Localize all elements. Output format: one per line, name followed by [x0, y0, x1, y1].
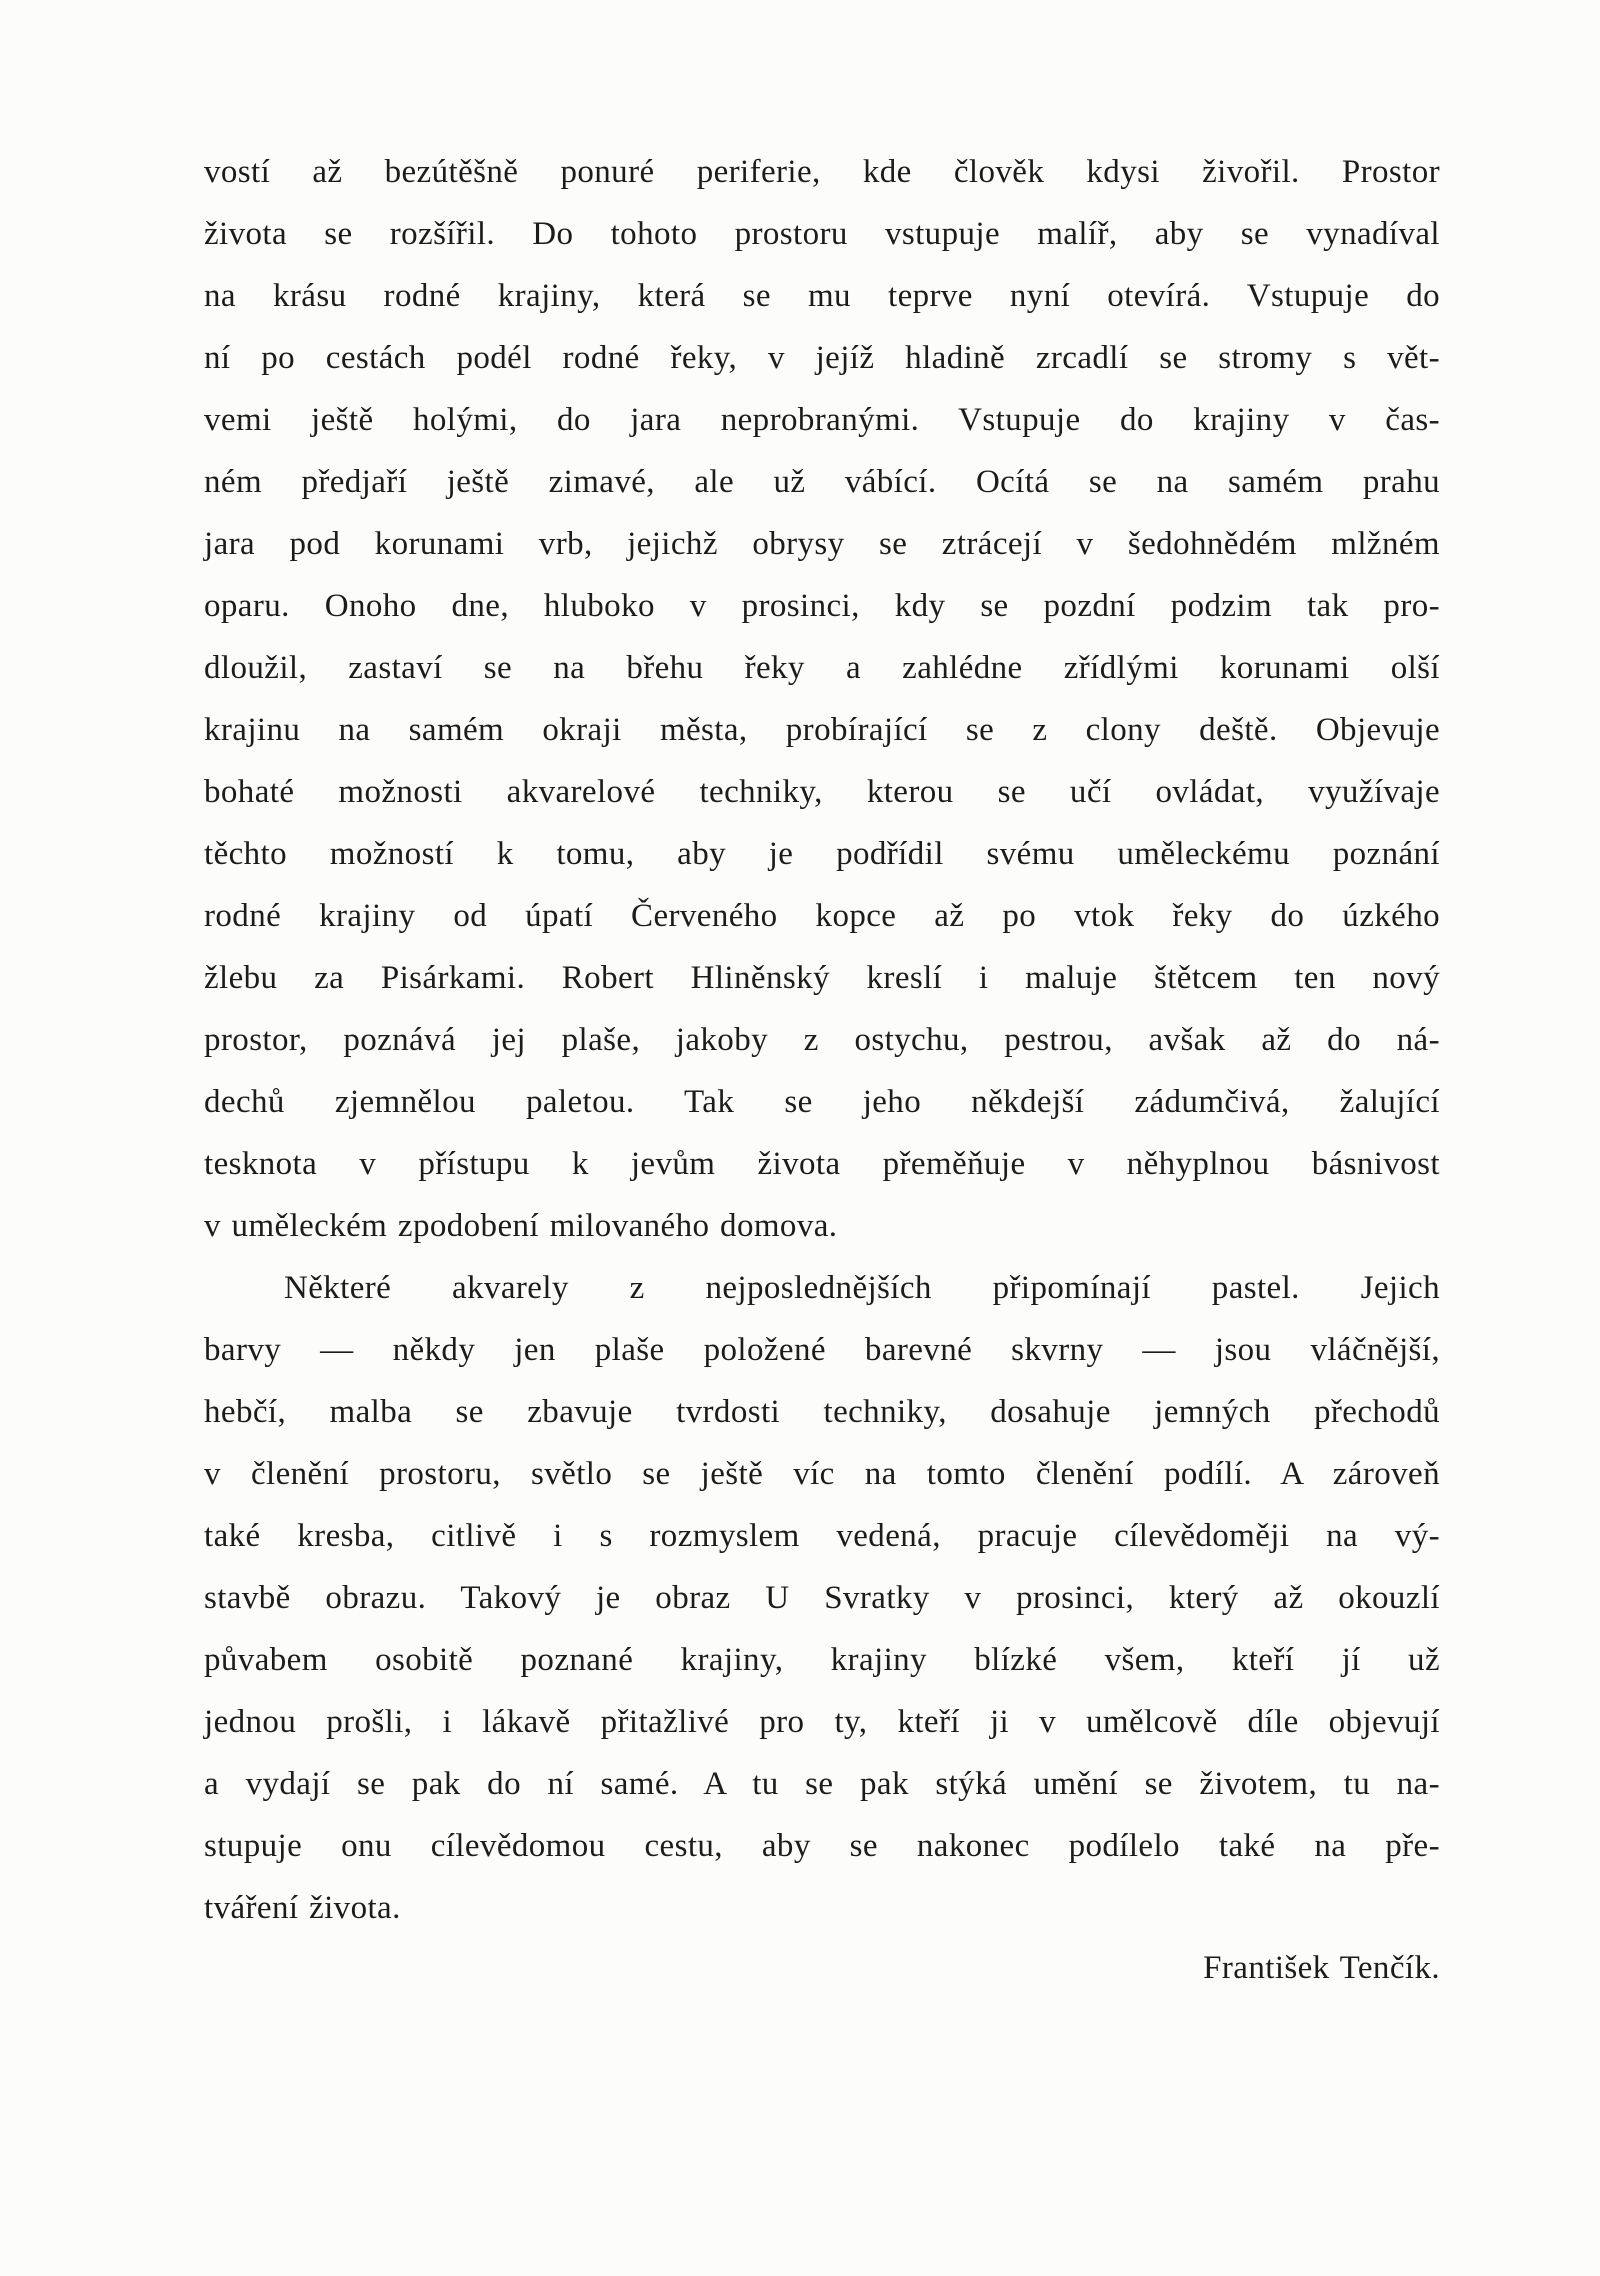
text-line: dloužil, zastaví se na břehu řeky a zahlédne zřídlými korunami olší: [204, 650, 1440, 686]
text-line: prostor, poznává jej plaše, jakoby z ostychu, pestrou, avšak až do ná-: [204, 1022, 1440, 1058]
text-line: Některé akvarely z nejposlednějších připomínají pastel. Jejich: [284, 1270, 1440, 1306]
text-line: těchto možností k tomu, aby je podřídil svému uměleckému poznání: [204, 836, 1440, 872]
text-line: hebčí, malba se zbavuje tvrdosti techniky, dosahuje jemných přechodů: [204, 1394, 1440, 1430]
text-line: stavbě obrazu. Takový je obraz U Svratky v prosinci, který až okouzlí: [204, 1580, 1440, 1616]
article-body: [204, 141, 1440, 1939]
text-line: oparu. Onoho dne, hluboko v prosinci, kdy se pozdní podzim tak pro-: [204, 588, 1440, 624]
text-line: tváření života.: [204, 1890, 401, 1926]
text-line: také kresba, citlivě i s rozmyslem vedená, pracuje cílevědoměji na vý-: [204, 1518, 1440, 1554]
paragraph-2: [204, 1257, 1440, 1939]
text-line: rodné krajiny od úpatí Červeného kopce až po vtok řeky do úzkého: [204, 898, 1440, 934]
text-line: ném předjaří ještě zimavé, ale už vábící. Ocítá se na samém prahu: [204, 464, 1440, 500]
text-line: v členění prostoru, světlo se ještě víc na tomto členění podílí. A zároveň: [204, 1456, 1440, 1492]
text-line: žlebu za Pisárkami. Robert Hliněnský kreslí i maluje štětcem ten nový: [204, 960, 1440, 996]
text-line: dechů zjemnělou paletou. Tak se jeho někdejší zádumčivá, žalující: [204, 1084, 1440, 1120]
paragraph-1: [204, 141, 1440, 1257]
text-line: vostí až bezútěšně ponuré periferie, kde člověk kdysi živořil. Prostor: [204, 154, 1440, 190]
text-line: krajinu na samém okraji města, probírající se z clony deště. Objevuje: [204, 712, 1440, 748]
author-signature: František Tenčík.: [1203, 1950, 1440, 1986]
text-line: bohaté možnosti akvarelové techniky, kterou se učí ovládat, využívaje: [204, 774, 1440, 810]
text-line: vemi ještě holými, do jara neprobranými. Vstupuje do krajiny v čas-: [204, 402, 1440, 438]
text-line: jednou prošli, i lákavě přitažlivé pro ty, kteří ji v umělcově díle objevují: [204, 1704, 1440, 1740]
text-line: barvy — někdy jen plaše položené barevné skvrny — jsou vláčnější,: [204, 1332, 1440, 1368]
text-line: tesknota v přístupu k jevům života přeměňuje v něhyplnou básnivost: [204, 1146, 1440, 1182]
text-line: ní po cestách podél rodné řeky, v jejíž hladině zrcadlí se stromy s vět-: [204, 340, 1440, 376]
text-line: na krásu rodné krajiny, která se mu teprve nyní otevírá. Vstupuje do: [204, 278, 1440, 314]
text-line: v uměleckém zpodobení milovaného domova.: [204, 1208, 838, 1244]
text-line: jara pod korunami vrb, jejichž obrysy se ztrácejí v šedohnědém mlžném: [204, 526, 1440, 562]
text-line: stupuje onu cílevědomou cestu, aby se nakonec podílelo také na pře-: [204, 1828, 1440, 1864]
text-line: života se rozšířil. Do tohoto prostoru vstupuje malíř, aby se vynadíval: [204, 216, 1440, 252]
text-line: půvabem osobitě poznané krajiny, krajiny blízké všem, kteří jí už: [204, 1642, 1440, 1678]
text-line: a vydají se pak do ní samé. A tu se pak stýká umění se životem, tu na-: [204, 1766, 1440, 1802]
